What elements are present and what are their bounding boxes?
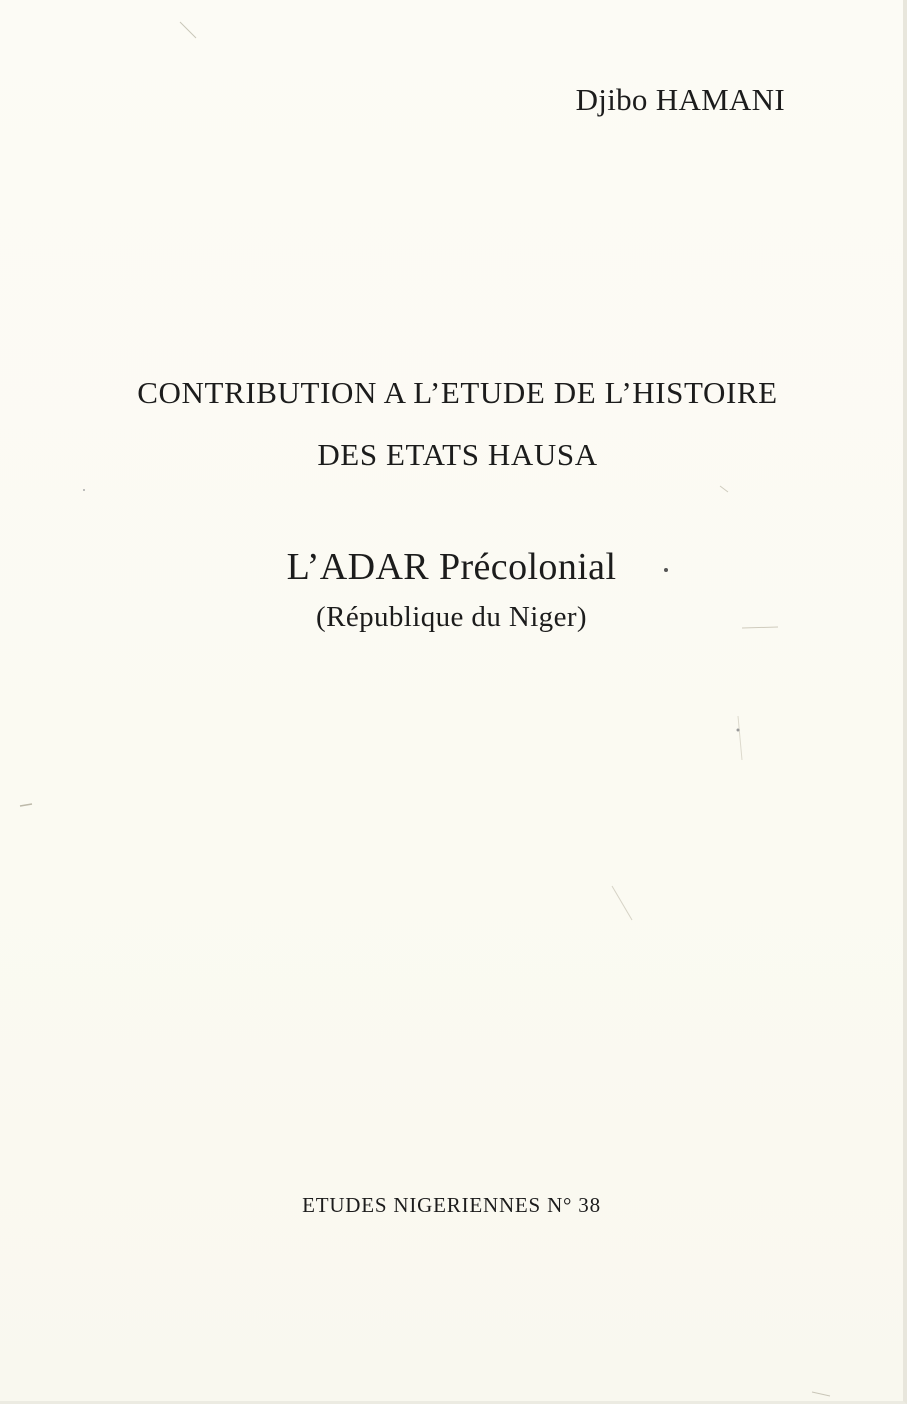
subtitle-note: (République du Niger) [316,601,587,633]
title-line-1: CONTRIBUTION A L’ETUDE DE L’HISTOIRE [137,375,778,410]
series-label: ETUDES NIGERIENNES N° 38 [302,1193,601,1217]
title-line-2: DES ETATS HAUSA [317,437,598,472]
subtitle: L’ADAR Précolonial [286,546,617,588]
author-name: Djibo HAMANI [575,82,785,117]
